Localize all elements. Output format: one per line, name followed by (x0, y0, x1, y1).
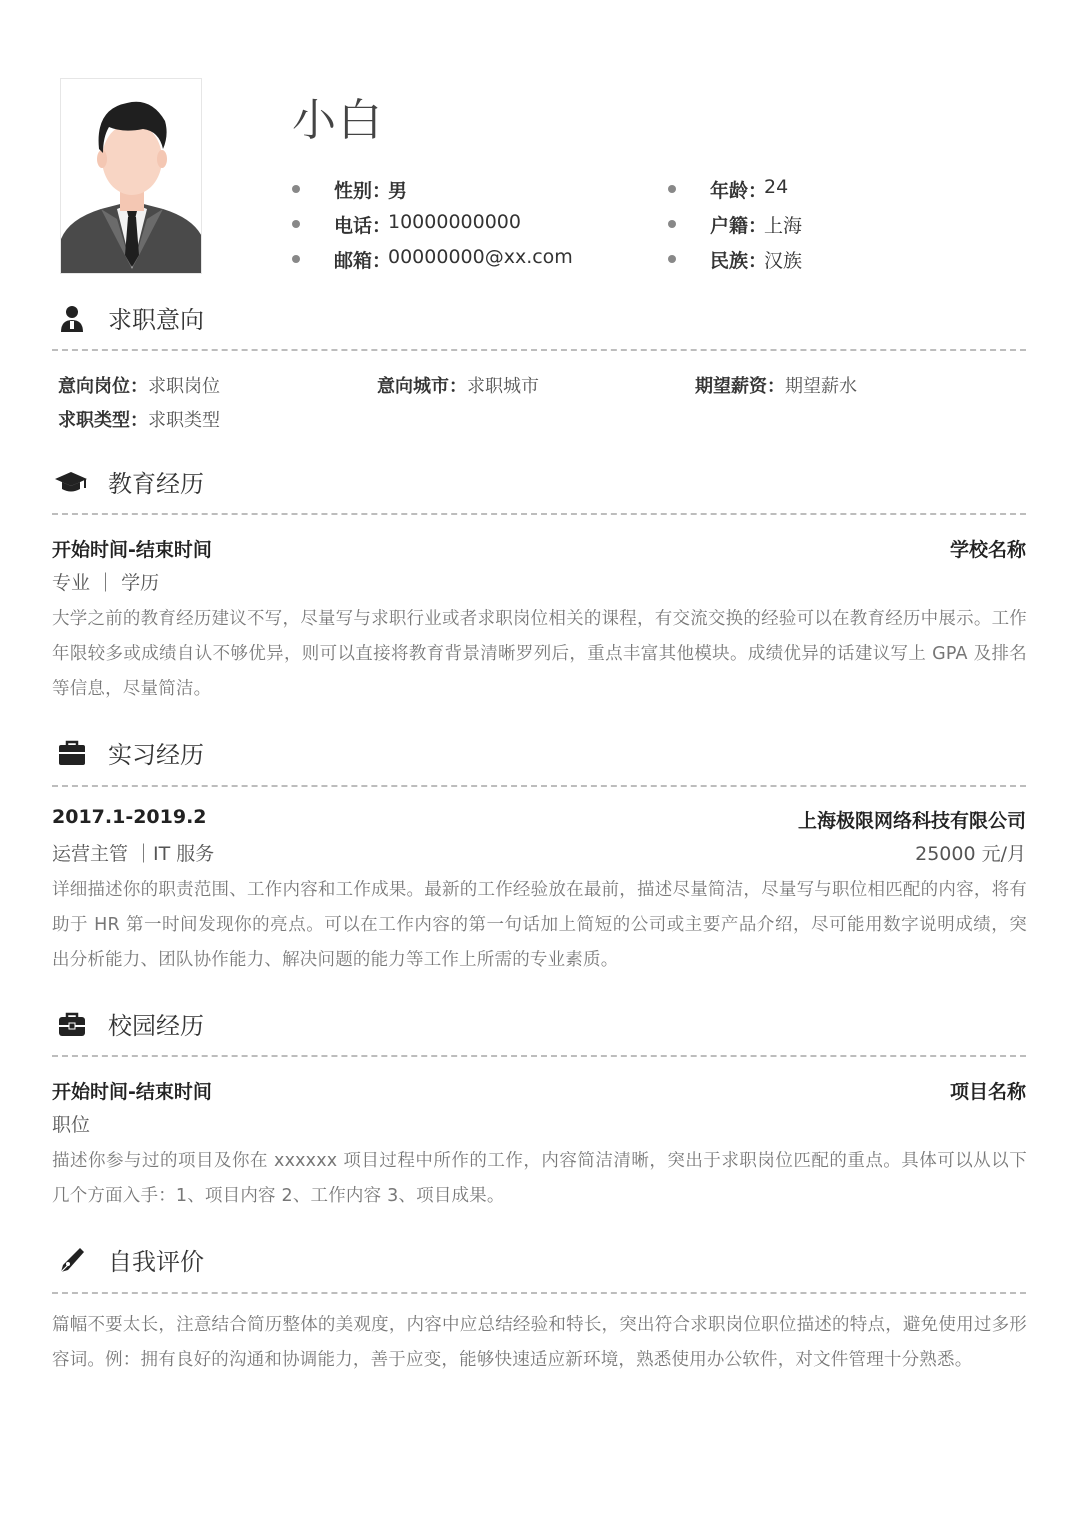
education-major-degree: 专业 ｜ 学历 (52, 572, 160, 594)
age-value: 24 (764, 176, 789, 198)
briefcase-icon (56, 737, 88, 769)
gender-value: 男 (388, 180, 408, 202)
section-header-campus (52, 1004, 1026, 1044)
education-period: 开始时间-结束时间 (52, 539, 212, 561)
hukou-value: 上海 (764, 215, 803, 237)
intent-city (377, 372, 539, 398)
info-phone (292, 211, 632, 237)
internship-period: 2017.1-2019.2 (52, 806, 207, 828)
intent-salary-value: 期望薪水 (785, 376, 857, 397)
info-gender (292, 176, 632, 202)
intent-city-value: 求职城市 (467, 376, 539, 397)
section-divider (52, 785, 1026, 787)
section-title: 求职意向 (108, 306, 204, 334)
section-header-education (52, 462, 1026, 502)
bullet-dot (292, 220, 300, 228)
email-value: 00000000@xx.com (388, 246, 573, 268)
graduation-cap-icon (52, 466, 88, 498)
section-title: 教育经历 (108, 470, 204, 498)
gender-label: 性别： (334, 180, 392, 202)
intent-position (58, 372, 220, 398)
section-header-self-eval (52, 1240, 1026, 1280)
intent-salary-label: 期望薪资： (695, 376, 785, 397)
hukou-label: 户籍： (710, 215, 768, 237)
info-age (668, 176, 968, 202)
bullet-dot (292, 185, 300, 193)
pen-icon (56, 1244, 88, 1276)
info-hukou (668, 211, 968, 237)
phone-label: 电话： (334, 215, 392, 237)
education-description: 大学之前的教育经历建议不写，尽量写与求职行业或者求职岗位相关的课程，有交流交换的经验可以在教育经历中展示。工作年限较多或成绩自认不够优异，则可以直接将教育背景清晰罗列后，重点丰富其他模块。成绩优异的话建议写上 GPA 及排名等信息，尽量简洁。 (52, 609, 1027, 699)
ethnicity-value: 汉族 (764, 250, 803, 272)
campus-description: 描述你参与过的项目及你在 xxxxxx 项目过程中所作的工作，内容简洁清晰，突出于求职岗位匹配的重点。具体可以从以下几个方面入手：1、项目内容 2、工作内容 3、项目成果。 (52, 1151, 1027, 1206)
intent-type (58, 406, 220, 432)
campus-role: 职位 (52, 1114, 91, 1136)
internship-role: 运营主管 ｜IT 服务 (52, 843, 215, 865)
section-title: 校园经历 (108, 1012, 204, 1040)
email-label: 邮箱： (334, 250, 392, 272)
section-divider (52, 1055, 1026, 1057)
info-email (292, 246, 632, 272)
intent-salary (695, 372, 857, 398)
section-divider (52, 513, 1026, 515)
person-icon (56, 302, 88, 334)
education-school: 学校名称 (949, 539, 1026, 561)
info-ethnicity (668, 246, 968, 272)
bullet-dot (668, 220, 676, 228)
internship-salary: 25000 元/月 (915, 843, 1026, 865)
intent-position-value: 求职岗位 (148, 376, 220, 397)
phone-value: 10000000000 (388, 211, 521, 233)
internship-company: 上海极限网络科技有限公司 (797, 810, 1026, 832)
bullet-dot (292, 255, 300, 263)
section-divider (52, 349, 1026, 351)
section-title: 实习经历 (108, 741, 204, 769)
section-title: 自我评价 (108, 1248, 204, 1276)
campus-period: 开始时间-结束时间 (52, 1081, 212, 1103)
age-label: 年龄： (710, 180, 768, 202)
toolbox-icon (56, 1008, 88, 1040)
intent-city-label: 意向城市： (377, 376, 467, 397)
bullet-dot (668, 255, 676, 263)
internship-description: 详细描述你的职责范围、工作内容和工作成果。最新的工作经验放在最前，描述尽量简洁，尽量写与职位相匹配的内容，将有助于 HR 第一时间发现你的亮点。可以在工作内容的第一句话加上简短的公司或主要产品介绍，尽可能用数字说明成绩，突出分析能力、团队协作能力、解决问题的能力等工作上所需的专业素质。 (52, 880, 1027, 970)
profile-photo (60, 78, 202, 274)
bullet-dot (668, 185, 676, 193)
avatar-portrait (61, 79, 202, 274)
section-header-intent (52, 298, 1026, 338)
ethnicity-label: 民族： (710, 250, 768, 272)
self-eval-description: 篇幅不要太长，注意结合简历整体的美观度，内容中应总结经验和特长，突出符合求职岗位职位描述的特点，避免使用过多形容词。例：拥有良好的沟通和协调能力，善于应变，能够快速适应新环境，熟悉使用办公软件，对文件管理十分熟悉。 (52, 1315, 1027, 1370)
intent-type-value: 求职类型 (148, 410, 220, 431)
section-divider (52, 1292, 1026, 1294)
campus-project: 项目名称 (949, 1081, 1026, 1103)
candidate-name: 小白 (292, 95, 384, 146)
intent-type-label: 求职类型： (58, 410, 148, 431)
intent-position-label: 意向岗位： (58, 376, 148, 397)
section-header-internship (52, 733, 1026, 773)
